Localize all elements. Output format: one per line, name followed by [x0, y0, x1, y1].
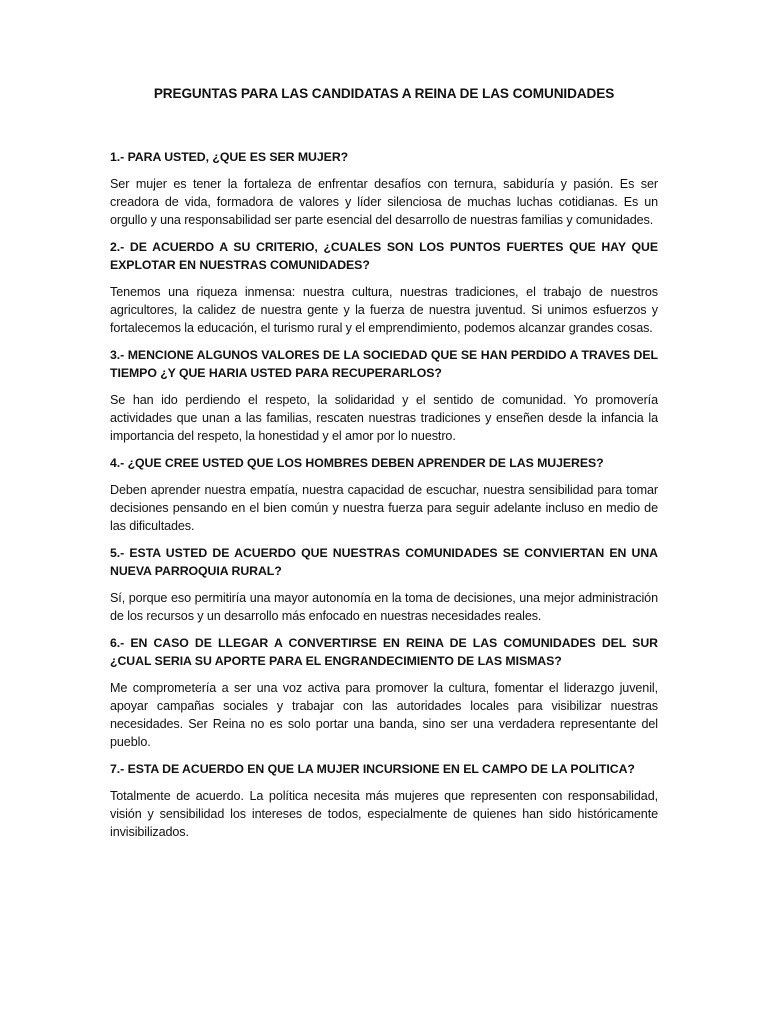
qa-item-7: [110, 760, 658, 841]
answer-5: Sí, porque eso permitiría una mayor autonomía en la toma de decisiones, una mejor administración de los recursos y un desarrollo más enfocado en nuestras necesidades reales.: [110, 591, 658, 623]
qa-item-5: [110, 544, 658, 625]
question-4: 4.- ¿QUE CREE USTED QUE LOS HOMBRES DEBEN APRENDER DE LAS MUJERES?: [110, 456, 604, 470]
qa-item-4: [110, 454, 658, 535]
answer-2: Tenemos una riqueza inmensa: nuestra cultura, nuestras tradiciones, el trabajo de nuestros agricultores, la calidez de nuestra gente y la fuerza de nuestra juventud. Si unimos esfuerzos y fortalecemos la educación, el turismo rural y el emprendimiento, podemos alcanzar grandes cosas.: [110, 285, 658, 335]
document-title: PREGUNTAS PARA LAS CANDIDATAS A REINA DE LAS COMUNIDADES: [153, 86, 615, 101]
question-5: 5.- ESTA USTED DE ACUERDO QUE NUESTRAS COMUNIDADES SE CONVIERTAN EN UNA NUEVA PARROQUIA RURAL?: [110, 546, 658, 578]
qa-item-1: [110, 148, 658, 229]
question-6: 6.- EN CASO DE LLEGAR A CONVERTIRSE EN REINA DE LAS COMUNIDADES DEL SUR ¿CUAL SERIA SU APORTE PARA EL ENGRANDECIMIENTO DE LAS MISMAS?: [110, 636, 658, 668]
qa-item-6: [110, 634, 658, 751]
question-7: 7.- ESTA DE ACUERDO EN QUE LA MUJER INCURSIONE EN EL CAMPO DE LA POLITICA?: [110, 762, 635, 776]
question-3: 3.- MENCIONE ALGUNOS VALORES DE LA SOCIEDAD QUE SE HAN PERDIDO A TRAVES DEL TIEMPO ¿Y QUE HARIA USTED PARA RECUPERARLOS?: [110, 348, 658, 380]
document-page: [110, 84, 658, 850]
qa-item-2: [110, 238, 658, 337]
answer-7: Totalmente de acuerdo. La política necesita más mujeres que representen con responsabilidad, visión y sensibilidad los intereses de todos, especialmente de quienes han sido históricamente invisibilizados.: [110, 789, 658, 839]
qa-item-3: [110, 346, 658, 445]
question-1: 1.- PARA USTED, ¿QUE ES SER MUJER?: [110, 150, 349, 164]
answer-6: Me comprometería a ser una voz activa para promover la cultura, fomentar el liderazgo juvenil, apoyar campañas sociales y trabajar con las autoridades locales para visibilizar nuestras necesidades. Ser Reina no es solo portar una banda, sino ser una verdadera representante del pueblo.: [110, 681, 658, 749]
answer-1: Ser mujer es tener la fortaleza de enfrentar desafíos con ternura, sabiduría y pasión. Es ser creadora de vida, formadora de valores y líder silenciosa de muchas luchas cotidianas. Es un orgullo y una responsabilidad ser parte esencial del desarrollo de nuestras familias y comunidades.: [110, 177, 658, 227]
answer-4: Deben aprender nuestra empatía, nuestra capacidad de escuchar, nuestra sensibilidad para tomar decisiones pensando en el bien común y nuestra fuerza para seguir adelante incluso en medio de las dificultades.: [110, 483, 658, 533]
answer-3: Se han ido perdiendo el respeto, la solidaridad y el sentido de comunidad. Yo promovería actividades que unan a las familias, rescaten nuestras tradiciones y enseñen desde la infancia la importancia del respeto, la honestidad y el amor por lo nuestro.: [110, 393, 658, 443]
question-2: 2.- DE ACUERDO A SU CRITERIO, ¿CUALES SON LOS PUNTOS FUERTES QUE HAY QUE EXPLOTAR EN NUESTRAS COMUNIDADES?: [110, 240, 658, 272]
